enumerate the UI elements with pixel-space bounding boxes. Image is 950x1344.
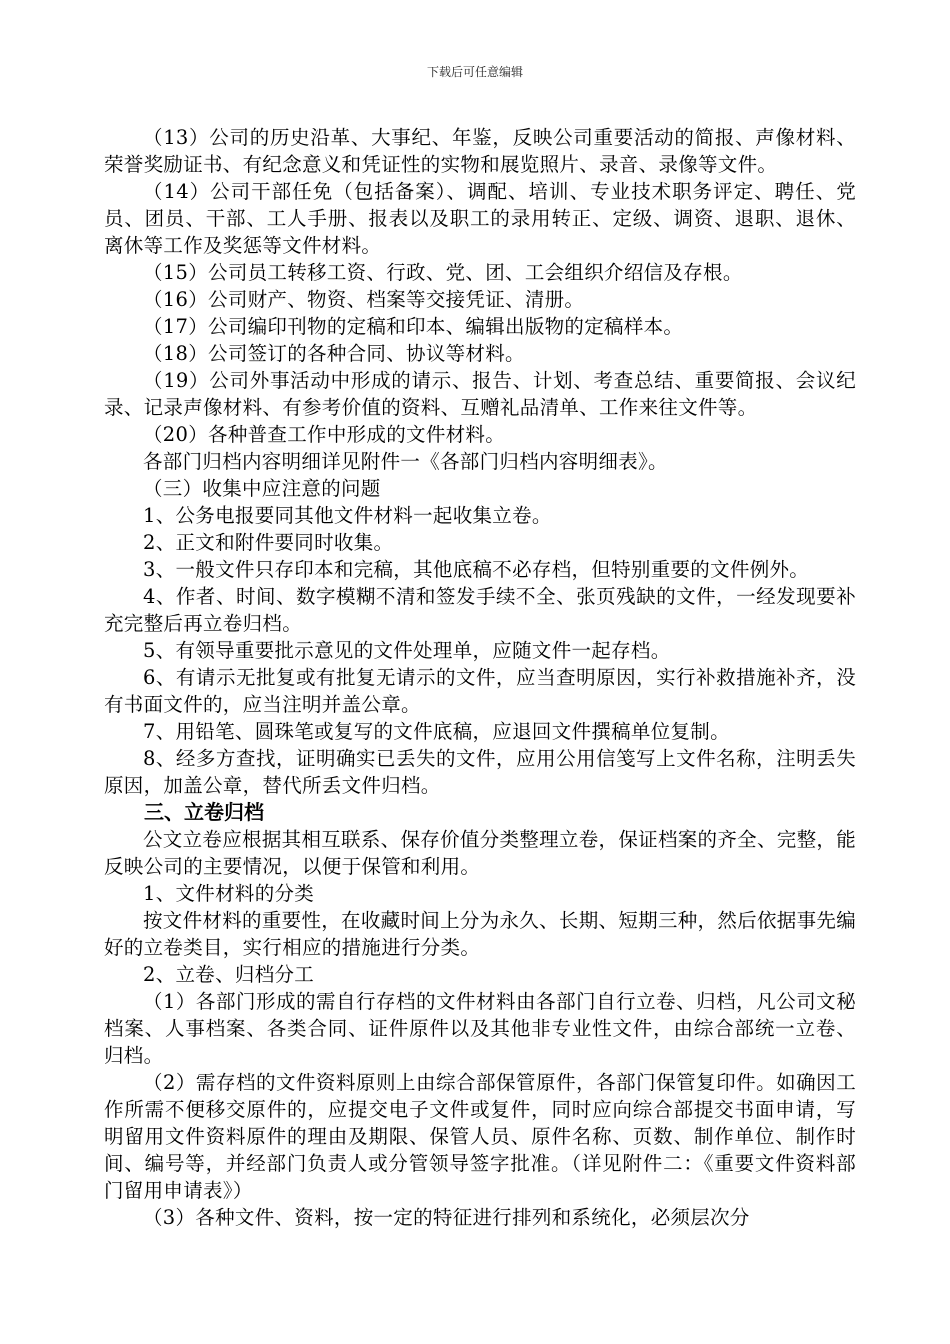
paragraph: 8、经多方查找，证明确实已丢失的文件，应用公用信笺写上文件名称，注明丢失原因，加盖公章，替代所丢文件归档。: [104, 747, 856, 797]
paragraph: 公文立卷应根据其相互联系、保存价值分类整理立卷，保证档案的齐全、完整，能反映公司的主要情况，以便于保管和利用。: [104, 828, 856, 878]
paragraph: 1、公务电报要同其他文件材料一起收集立卷。: [143, 504, 552, 527]
paragraph: （3）各种文件、资料，按一定的特征进行排列和系统化，必须层次分: [143, 1206, 750, 1229]
page-header: 下载后可任意编辑: [426, 65, 523, 79]
paragraph: （15）公司员工转移工资、行政、党、团、工会组织介绍信及存根。: [143, 261, 743, 284]
paragraph: 2、正文和附件要同时收集。: [143, 531, 394, 554]
paragraph: （17）公司编印刊物的定稿和印本、编辑出版物的定稿样本。: [143, 315, 684, 338]
paragraph: 3、一般文件只存印本和完稿，其他底稿不必存档，但特别重要的文件例外。: [143, 558, 810, 581]
paragraph: （20）各种普查工作中形成的文件材料。: [143, 423, 506, 446]
paragraph: （18）公司签订的各种合同、协议等材料。: [143, 342, 525, 365]
paragraph: （三）收集中应注意的问题: [143, 477, 381, 500]
paragraph: 4、作者、时间、数字模糊不清和签发手续不全、张页残缺的文件，一经发现要补充完整后再立卷归档。: [104, 585, 856, 635]
paragraph: （14）公司干部任免（包括备案）、调配、培训、专业技术职务评定、聘任、党员、团员、干部、工人手册、报表以及职工的录用转正、定级、调资、退职、退休、离休等工作及奖惩等文件材料。: [104, 180, 856, 257]
paragraph: 2、立卷、归档分工: [143, 963, 315, 986]
paragraph: （1）各部门形成的需自行存档的文件材料由各部门自行立卷、归档，凡公司文秘档案、人事档案、各类合同、证件原件以及其他非专业性文件，由综合部统一立卷、归档。: [104, 990, 856, 1067]
paragraph: 7、用铅笔、圆珠笔或复写的文件底稿，应退回文件撰稿单位复制。: [143, 720, 730, 743]
paragraph: 按文件材料的重要性，在收藏时间上分为永久、长期、短期三种，然后依据事先编好的立卷类目，实行相应的措施进行分类。: [104, 909, 856, 959]
paragraph: 1、文件材料的分类: [143, 882, 315, 905]
paragraph: （2）需存档的文件资料原则上由综合部保管原件，各部门保管复印件。如确因工作所需不便移交原件的，应提交电子文件或复件，同时应向综合部提交书面申请，写明留用文件资料原件的理由及期限、保管人员、原件名称、页数、制作单位、制作时间、编号等，并经部门负责人或分管领导签字批准。（详见附件二：《重要文件资料部门留用申请表》）: [104, 1071, 856, 1202]
paragraph: 6、有请示无批复或有批复无请示的文件，应当查明原因，实行补救措施补齐，没有书面文件的，应当注明并盖公章。: [104, 666, 856, 716]
paragraph: 5、有领导重要批示意见的文件处理单，应随文件一起存档。: [143, 639, 671, 662]
paragraph: （16）公司财产、物资、档案等交接凭证、清册。: [143, 288, 585, 311]
paragraph: 各部门归档内容明细详见附件一《各部门归档内容明细表》。: [143, 450, 668, 473]
paragraph: （13）公司的历史沿革、大事纪、年鉴，反映公司重要活动的简报、声像材料、荣誉奖励证书、有纪念意义和凭证性的实物和展览照片、录音、录像等文件。: [104, 126, 856, 176]
section-heading: 三、立卷归档: [144, 800, 264, 824]
paragraph: （19）公司外事活动中形成的请示、报告、计划、考查总结、重要简报、会议纪录、记录声像材料、有参考价值的资料、互赠礼品清单、工作来往文件等。: [104, 369, 856, 419]
document-body: [104, 124, 856, 1231]
